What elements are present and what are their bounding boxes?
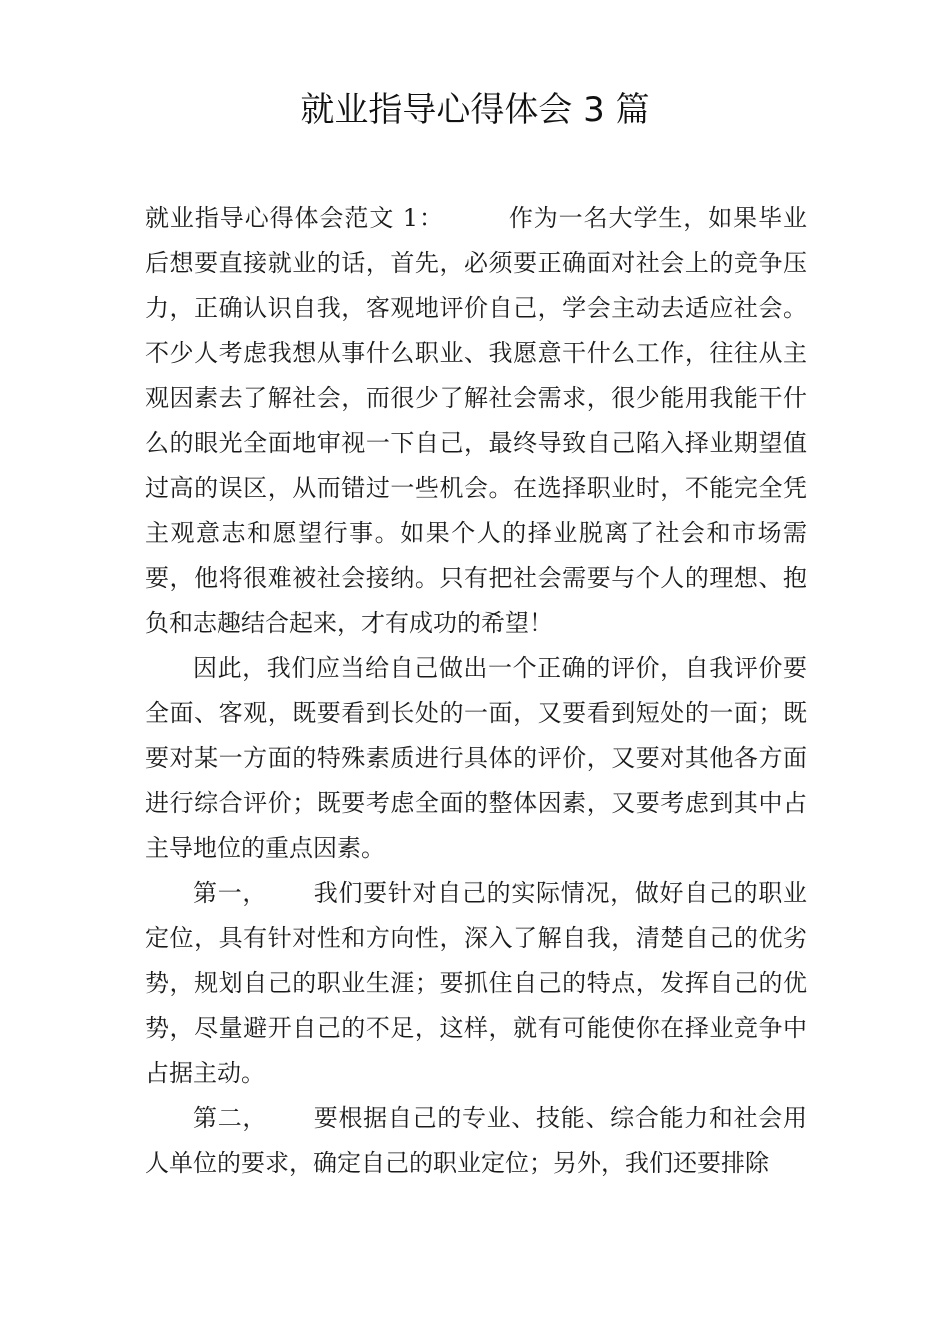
- paragraph-3: [145, 871, 807, 1096]
- paragraph-1: [145, 196, 807, 646]
- paragraph-3-lead: 第一，: [193, 879, 268, 907]
- paragraph-3-text: 我们要针对自己的实际情况，做好自己的职业定位，具有针对性和方向性，深入了解自我，清楚自己的优劣势，规划自己的职业生涯；要抓住自己的特点，发挥自己的优势，尽量避开自己的不足，这样，就有可能使你在择业竞争中占据主动。: [145, 879, 808, 1087]
- paragraph-1-lead: 就业指导心得体会范文 1：: [145, 204, 444, 232]
- document-title: 就业指导心得体会 3 篇: [300, 90, 650, 130]
- paragraph-2-text: 因此，我们应当给自己做出一个正确的评价，自我评价要全面、客观，既要看到长处的一面，又要看到短处的一面；既要对某一方面的特殊素质进行具体的评价，又要对其他各方面进行综合评价；既要考虑全面的整体因素，又要考虑到其中占主导地位的重点因素。: [145, 654, 807, 862]
- document-body: [145, 196, 807, 1186]
- paragraph-1-text: 作为一名大学生，如果毕业后想要直接就业的话，首先，必须要正确面对社会上的竞争压力，正确认识自我，客观地评价自己，学会主动去适应社会。不少人考虑我想从事什么职业、我愿意干什么工作，往往从主观因素去了解社会，而很少了解社会需求，很少能用我能干什么的眼光全面地审视一下自己，最终导致自己陷入择业期望值过高的误区，从而错过一些机会。在选择职业时，不能完全凭主观意志和愿望行事。如果个人的择业脱离了社会和市场需要，他将很难被社会接纳。只有把社会需要与个人的理想、抱负和志趣结合起来，才有成功的希望！: [145, 204, 807, 637]
- paragraph-4-lead: 第二，: [193, 1104, 268, 1132]
- paragraph-4: [145, 1096, 807, 1186]
- paragraph-4-text: 要根据自己的专业、技能、综合能力和社会用人单位的要求，确定自己的职业定位；另外，我们还要排除: [145, 1104, 808, 1177]
- paragraph-2: [145, 646, 807, 871]
